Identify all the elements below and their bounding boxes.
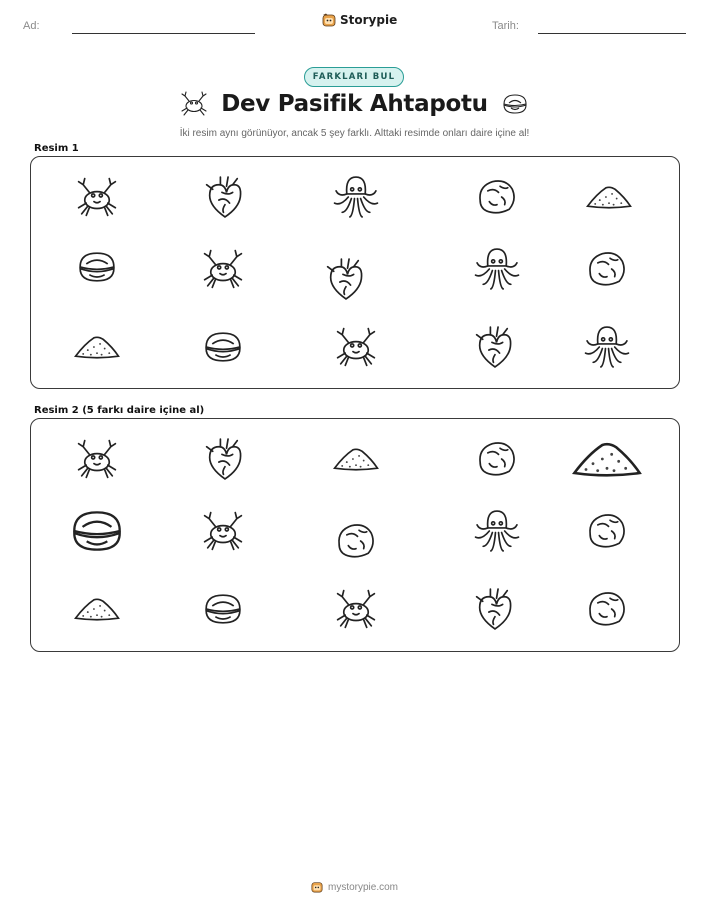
rock-icon bbox=[584, 246, 630, 292]
storypie-mascot-icon bbox=[311, 881, 323, 893]
crab-icon bbox=[179, 91, 209, 117]
clam-icon[interactable] bbox=[200, 586, 246, 632]
sand-icon bbox=[586, 174, 632, 220]
crab-icon bbox=[333, 324, 379, 370]
octopus-icon bbox=[333, 174, 379, 220]
date-label: Tarih: bbox=[492, 20, 519, 32]
rock-icon[interactable] bbox=[584, 586, 630, 632]
sand-icon[interactable] bbox=[572, 424, 642, 494]
rock-icon bbox=[474, 174, 520, 220]
heart-icon[interactable] bbox=[202, 436, 248, 482]
crab-icon bbox=[200, 246, 246, 292]
brand-logo bbox=[322, 13, 397, 27]
crab-icon[interactable] bbox=[74, 436, 120, 482]
octopus-icon bbox=[474, 246, 520, 292]
picture-2-panel[interactable] bbox=[30, 418, 680, 652]
rock-icon[interactable] bbox=[584, 508, 630, 554]
clam-icon bbox=[200, 324, 246, 370]
picture-1-label: Resim 1 bbox=[34, 143, 79, 154]
name-field[interactable] bbox=[72, 33, 255, 34]
date-field[interactable] bbox=[538, 33, 686, 34]
heart-icon[interactable] bbox=[472, 586, 518, 632]
clam-icon bbox=[500, 91, 530, 117]
heart-icon bbox=[472, 324, 518, 370]
clam-icon bbox=[74, 244, 120, 290]
rock-icon[interactable] bbox=[333, 518, 379, 564]
clam-icon[interactable] bbox=[66, 500, 128, 562]
rock-icon[interactable] bbox=[474, 436, 520, 482]
instructions: İki resim aynı görünüyor, ancak 5 şey farklı. Alttaki resimde onları daire içine al! bbox=[179, 128, 530, 139]
heart-icon bbox=[202, 174, 248, 220]
sand-icon[interactable] bbox=[74, 586, 120, 632]
octopus-icon[interactable] bbox=[474, 508, 520, 554]
footer bbox=[0, 881, 709, 893]
sand-icon[interactable] bbox=[333, 436, 379, 482]
brand-name: Storypie bbox=[340, 13, 398, 27]
footer-url: mystorypie.com bbox=[327, 881, 398, 893]
picture-2-label: Resim 2 (5 farkı daire içine al) bbox=[34, 405, 205, 416]
sand-icon bbox=[74, 324, 120, 370]
heart-icon bbox=[323, 256, 369, 302]
crab-icon bbox=[74, 174, 120, 220]
page-title: Dev Pasifik Ahtapotu bbox=[221, 91, 488, 117]
crab-icon[interactable] bbox=[333, 586, 379, 632]
name-label: Ad: bbox=[23, 20, 40, 32]
storypie-mascot-icon bbox=[322, 13, 336, 27]
crab-icon[interactable] bbox=[200, 508, 246, 554]
activity-badge: FARKLARI BUL bbox=[304, 67, 404, 87]
picture-1-panel bbox=[30, 156, 680, 389]
octopus-icon bbox=[584, 324, 630, 370]
